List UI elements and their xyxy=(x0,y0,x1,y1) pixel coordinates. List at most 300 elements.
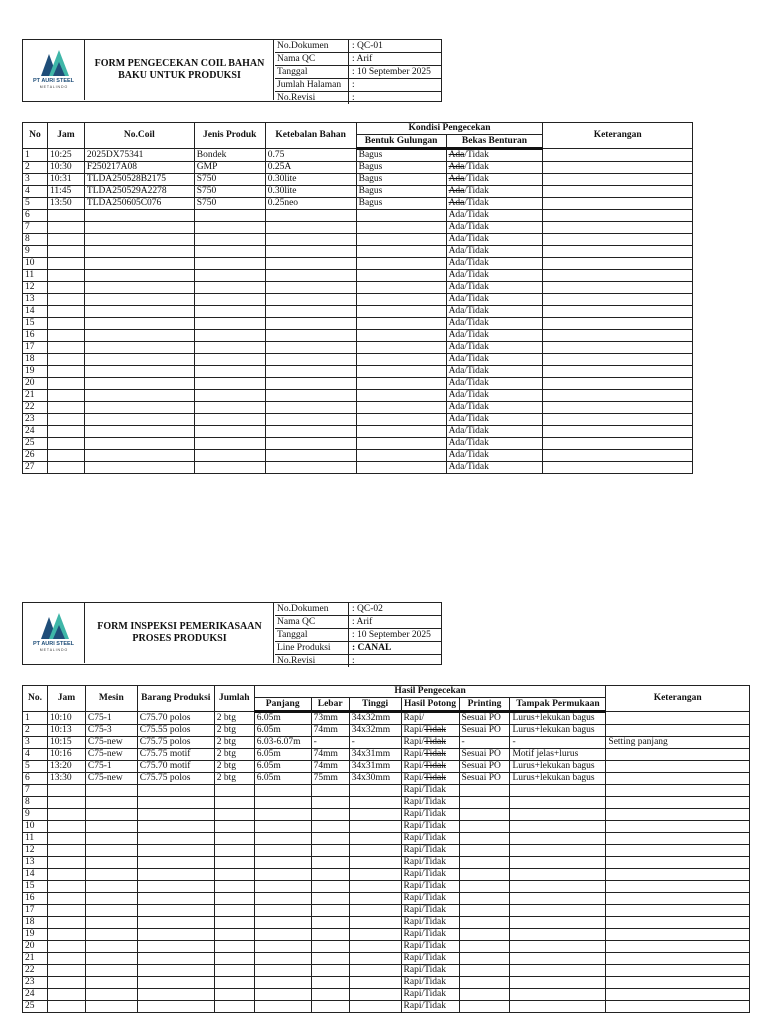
cell-lebar xyxy=(311,797,349,809)
cell-ket xyxy=(543,198,693,210)
cell-tebal xyxy=(265,318,356,330)
table-row xyxy=(23,354,693,366)
cell-potong xyxy=(401,761,459,773)
table-row xyxy=(23,893,750,905)
cell-jam xyxy=(47,989,85,1001)
col-coil: No.Coil xyxy=(84,123,194,149)
cell-tebal xyxy=(265,462,356,474)
cell-ket xyxy=(606,989,750,1001)
table-row xyxy=(23,941,750,953)
cell-jumlah xyxy=(214,797,254,809)
option-rest: Rapi/ xyxy=(403,761,425,771)
cell-tinggi: - xyxy=(349,737,401,749)
cell-jam xyxy=(47,222,84,234)
col-tinggi: Tinggi xyxy=(349,698,401,712)
cell-panjang: 6.05m xyxy=(254,712,311,725)
meta-value: : Arif xyxy=(352,617,373,627)
cell-tampak xyxy=(510,953,606,965)
cell-tinggi xyxy=(349,917,401,929)
cell-ket xyxy=(606,749,750,761)
cell-coil xyxy=(84,318,194,330)
cell-tebal xyxy=(265,282,356,294)
cell-bentuk xyxy=(356,366,446,378)
table-row xyxy=(23,725,750,737)
cell-tebal xyxy=(265,210,356,222)
cell-jumlah: 2 btg xyxy=(214,761,254,773)
table-row xyxy=(23,222,693,234)
table-row xyxy=(23,318,693,330)
cell-ket xyxy=(606,725,750,737)
cell-jam xyxy=(47,402,84,414)
cell-no: 16 xyxy=(23,330,48,342)
cell-mesin: C75-new xyxy=(85,749,137,761)
cell-no: 9 xyxy=(23,246,48,258)
cell-tampak xyxy=(510,785,606,797)
col-hasil: Hasil Pengecekan xyxy=(254,686,606,698)
cell-jam xyxy=(47,845,85,857)
cell-tinggi xyxy=(349,797,401,809)
cell-no: 25 xyxy=(23,438,48,450)
cell-coil xyxy=(84,378,194,390)
cell-barang xyxy=(137,953,214,965)
cell-ket xyxy=(606,833,750,845)
cell-potong: Rapi/Tidak xyxy=(401,917,459,929)
cell-jam xyxy=(47,258,84,270)
cell-tinggi xyxy=(349,953,401,965)
cell-coil: TLDA250529A2278 xyxy=(84,186,194,198)
cell-barang xyxy=(137,797,214,809)
cell-lebar xyxy=(311,785,349,797)
table-row xyxy=(23,402,693,414)
col-barang: Barang Produksi xyxy=(137,686,214,712)
cell-jenis: GMP xyxy=(194,162,265,174)
cell-jam xyxy=(47,282,84,294)
cell-tebal xyxy=(265,426,356,438)
cell-tinggi xyxy=(349,821,401,833)
cell-no: 21 xyxy=(23,390,48,402)
cell-tampak: Lurus+lekukan bagus xyxy=(510,761,606,773)
cell-potong xyxy=(401,773,459,785)
cell-jam xyxy=(47,821,85,833)
col-panjang: Panjang xyxy=(254,698,311,712)
meta-label: No.Revisi xyxy=(275,92,349,104)
cell-jam xyxy=(47,270,84,282)
cell-benturan: Ada/Tidak xyxy=(446,234,543,246)
col-kondisi: Kondisi Pengecekan xyxy=(356,123,543,135)
table-row xyxy=(23,450,693,462)
cell-tinggi xyxy=(349,941,401,953)
cell-bentuk: Bagus xyxy=(356,198,446,210)
cell-jam xyxy=(47,833,85,845)
meta-value: : xyxy=(352,80,355,90)
cell-no: 18 xyxy=(23,354,48,366)
cell-jam xyxy=(47,893,85,905)
cell-panjang xyxy=(254,977,311,989)
cell-ket xyxy=(543,186,693,198)
company-logo xyxy=(23,40,85,100)
cell-no: 11 xyxy=(23,270,48,282)
option-rest: /Tidak xyxy=(464,150,489,160)
table-row xyxy=(23,414,693,426)
cell-panjang xyxy=(254,797,311,809)
cell-mesin xyxy=(85,953,137,965)
cell-no: 1 xyxy=(23,712,48,725)
cell-jam xyxy=(47,965,85,977)
cell-potong xyxy=(401,737,459,749)
cell-potong xyxy=(401,725,459,737)
cell-tebal: 0.30lite xyxy=(265,174,356,186)
struck-option: Tidak xyxy=(424,761,446,771)
cell-lebar: 73mm xyxy=(311,712,349,725)
cell-tampak: Lurus+lekukan bagus xyxy=(510,725,606,737)
cell-tampak xyxy=(510,809,606,821)
table-row xyxy=(23,809,750,821)
cell-bentuk: Bagus xyxy=(356,149,446,162)
cell-tebal xyxy=(265,402,356,414)
cell-printing xyxy=(459,905,510,917)
cell-lebar xyxy=(311,821,349,833)
cell-no: 14 xyxy=(23,306,48,318)
cell-benturan: Ada/Tidak xyxy=(446,402,543,414)
table-row xyxy=(23,366,693,378)
cell-tinggi xyxy=(349,905,401,917)
cell-tampak xyxy=(510,857,606,869)
cell-jumlah: 2 btg xyxy=(214,773,254,785)
table-row xyxy=(23,712,750,725)
cell-potong: Rapi/Tidak xyxy=(401,845,459,857)
cell-jumlah xyxy=(214,881,254,893)
cell-coil xyxy=(84,414,194,426)
cell-barang xyxy=(137,785,214,797)
form1-header xyxy=(22,39,442,102)
cell-panjang xyxy=(254,893,311,905)
option-rest: Rapi/ xyxy=(403,725,425,735)
cell-ket xyxy=(606,917,750,929)
cell-ket xyxy=(606,881,750,893)
cell-jenis xyxy=(194,450,265,462)
cell-lebar xyxy=(311,845,349,857)
cell-jenis xyxy=(194,210,265,222)
cell-jenis xyxy=(194,378,265,390)
cell-no: 23 xyxy=(23,414,48,426)
cell-barang xyxy=(137,809,214,821)
struck-option: Tidak xyxy=(424,737,446,747)
cell-printing: Sesuai PO xyxy=(459,773,510,785)
cell-lebar xyxy=(311,989,349,1001)
cell-jumlah xyxy=(214,917,254,929)
cell-jumlah xyxy=(214,965,254,977)
table-row xyxy=(23,162,693,174)
cell-ket xyxy=(543,342,693,354)
cell-jenis: S750 xyxy=(194,174,265,186)
struck-option: Ada xyxy=(448,198,465,208)
cell-mesin xyxy=(85,869,137,881)
cell-benturan: Ada/Tidak xyxy=(446,282,543,294)
cell-coil: F250217A08 xyxy=(84,162,194,174)
cell-ket xyxy=(543,462,693,474)
table-row xyxy=(23,953,750,965)
cell-no: 24 xyxy=(23,426,48,438)
cell-lebar xyxy=(311,917,349,929)
cell-tampak xyxy=(510,905,606,917)
cell-jam xyxy=(47,809,85,821)
cell-tampak xyxy=(510,797,606,809)
cell-coil xyxy=(84,222,194,234)
cell-potong: Rapi/Tidak xyxy=(401,977,459,989)
cell-benturan: Ada/Tidak xyxy=(446,462,543,474)
cell-potong: Rapi/Tidak xyxy=(401,809,459,821)
cell-bentuk xyxy=(356,282,446,294)
cell-tinggi xyxy=(349,785,401,797)
cell-jenis: Bondek xyxy=(194,149,265,162)
cell-jenis xyxy=(194,426,265,438)
cell-panjang xyxy=(254,809,311,821)
cell-barang xyxy=(137,869,214,881)
option-rest: /Tidak xyxy=(464,186,489,196)
cell-jam xyxy=(47,917,85,929)
cell-bentuk xyxy=(356,306,446,318)
cell-jam xyxy=(47,450,84,462)
cell-jam xyxy=(47,390,84,402)
cell-ket xyxy=(606,965,750,977)
cell-barang xyxy=(137,905,214,917)
cell-tampak xyxy=(510,977,606,989)
cell-no: 12 xyxy=(23,845,48,857)
cell-coil xyxy=(84,354,194,366)
cell-mesin: C75-1 xyxy=(85,761,137,773)
col-tebal: Ketebalan Bahan xyxy=(265,123,356,149)
meta-row xyxy=(275,79,441,92)
cell-jam xyxy=(47,354,84,366)
meta-label: No.Revisi xyxy=(275,655,349,667)
cell-jumlah xyxy=(214,1001,254,1013)
cell-coil xyxy=(84,426,194,438)
cell-tinggi: 34x30mm xyxy=(349,773,401,785)
cell-tebal xyxy=(265,342,356,354)
col-mesin: Mesin xyxy=(85,686,137,712)
cell-ket: Setting panjang xyxy=(606,737,750,749)
cell-jumlah xyxy=(214,845,254,857)
cell-printing xyxy=(459,917,510,929)
cell-jam xyxy=(47,869,85,881)
table-row xyxy=(23,282,693,294)
cell-ket xyxy=(543,390,693,402)
cell-tebal xyxy=(265,306,356,318)
cell-ket xyxy=(606,761,750,773)
cell-benturan: Ada/Tidak xyxy=(446,426,543,438)
struck-option: Tidak xyxy=(424,725,446,735)
cell-tampak xyxy=(510,1001,606,1013)
cell-benturan: Ada/Tidak xyxy=(446,438,543,450)
col-benturan: Bekas Benturan xyxy=(446,135,543,149)
cell-no: 19 xyxy=(23,929,48,941)
cell-tampak xyxy=(510,941,606,953)
meta-label: Tanggal xyxy=(275,66,349,78)
cell-barang: C75.55 polos xyxy=(137,725,214,737)
cell-bentuk xyxy=(356,330,446,342)
cell-panjang xyxy=(254,1001,311,1013)
table-row xyxy=(23,881,750,893)
cell-printing: Sesuai PO xyxy=(459,725,510,737)
cell-coil xyxy=(84,330,194,342)
cell-jam xyxy=(47,797,85,809)
cell-ket xyxy=(606,929,750,941)
cell-panjang xyxy=(254,989,311,1001)
table-row xyxy=(23,857,750,869)
cell-jam xyxy=(47,330,84,342)
cell-tampak xyxy=(510,869,606,881)
cell-tebal: 0.30lite xyxy=(265,186,356,198)
table-row xyxy=(23,965,750,977)
table-row xyxy=(23,246,693,258)
cell-ket xyxy=(543,402,693,414)
cell-jenis: S750 xyxy=(194,186,265,198)
cell-benturan: Ada/Tidak xyxy=(446,330,543,342)
cell-lebar xyxy=(311,857,349,869)
cell-ket xyxy=(543,330,693,342)
cell-ket xyxy=(543,149,693,162)
cell-ket xyxy=(543,450,693,462)
cell-benturan: Ada/Tidak xyxy=(446,342,543,354)
cell-printing xyxy=(459,797,510,809)
cell-jumlah xyxy=(214,869,254,881)
option-rest: /Tidak xyxy=(464,174,489,184)
cell-bentuk xyxy=(356,270,446,282)
cell-bentuk xyxy=(356,462,446,474)
cell-printing xyxy=(459,953,510,965)
meta-value: : xyxy=(352,93,355,103)
cell-jenis xyxy=(194,258,265,270)
cell-panjang xyxy=(254,881,311,893)
cell-jam xyxy=(47,905,85,917)
cell-ket xyxy=(543,162,693,174)
form2-header xyxy=(22,602,442,665)
cell-jam xyxy=(47,414,84,426)
cell-jam xyxy=(47,953,85,965)
cell-ket xyxy=(543,426,693,438)
col-ket: Keterangan xyxy=(606,686,750,712)
cell-ket xyxy=(543,306,693,318)
cell-jam: 10:15 xyxy=(47,737,85,749)
table-row xyxy=(23,198,693,210)
cell-mesin xyxy=(85,845,137,857)
cell-jumlah xyxy=(214,989,254,1001)
cell-ket xyxy=(543,318,693,330)
cell-jenis xyxy=(194,354,265,366)
cell-no: 13 xyxy=(23,294,48,306)
meta-value: : QC-02 xyxy=(352,604,383,614)
cell-panjang: 6.05m xyxy=(254,773,311,785)
cell-bentuk xyxy=(356,378,446,390)
table-row xyxy=(23,977,750,989)
cell-tinggi xyxy=(349,845,401,857)
cell-barang xyxy=(137,1001,214,1013)
meta-value: : CANAL xyxy=(352,643,392,653)
cell-ket xyxy=(543,378,693,390)
cell-printing xyxy=(459,989,510,1001)
cell-printing xyxy=(459,785,510,797)
cell-mesin: C75-new xyxy=(85,773,137,785)
cell-printing xyxy=(459,977,510,989)
cell-printing xyxy=(459,833,510,845)
cell-barang xyxy=(137,965,214,977)
table-row xyxy=(23,426,693,438)
cell-benturan: Ada/Tidak xyxy=(446,450,543,462)
cell-jumlah xyxy=(214,977,254,989)
cell-tinggi: 34x32mm xyxy=(349,712,401,725)
cell-no: 5 xyxy=(23,198,48,210)
cell-barang: C75.70 polos xyxy=(137,712,214,725)
cell-mesin xyxy=(85,821,137,833)
cell-tampak: - xyxy=(510,737,606,749)
cell-jumlah xyxy=(214,833,254,845)
cell-no: 15 xyxy=(23,318,48,330)
table-row xyxy=(23,342,693,354)
cell-coil xyxy=(84,270,194,282)
cell-benturan: Ada/Tidak xyxy=(446,306,543,318)
cell-no: 3 xyxy=(23,174,48,186)
cell-bentuk: Bagus xyxy=(356,186,446,198)
meta-label: No.Dokumen xyxy=(275,603,349,615)
option-rest: /Tidak xyxy=(464,162,489,172)
cell-no: 23 xyxy=(23,977,48,989)
cell-panjang: 6.05m xyxy=(254,749,311,761)
cell-tebal xyxy=(265,270,356,282)
cell-no: 6 xyxy=(23,210,48,222)
cell-bentuk xyxy=(356,294,446,306)
logo-subtext: M E T A L I N D O xyxy=(39,85,68,89)
cell-ket xyxy=(543,282,693,294)
production-inspection-table xyxy=(22,685,750,1013)
table-row xyxy=(23,306,693,318)
cell-bentuk xyxy=(356,342,446,354)
cell-tampak xyxy=(510,881,606,893)
form2-meta xyxy=(275,603,441,667)
logo-subtext: M E T A L I N D O xyxy=(39,648,68,652)
cell-jam: 11:45 xyxy=(47,186,84,198)
cell-bentuk: Bagus xyxy=(356,162,446,174)
cell-tinggi: 34x31mm xyxy=(349,761,401,773)
cell-ket xyxy=(606,712,750,725)
cell-benturan: Ada/Tidak xyxy=(446,210,543,222)
cell-bentuk xyxy=(356,258,446,270)
cell-ket xyxy=(606,941,750,953)
meta-label: Tanggal xyxy=(275,629,349,641)
cell-lebar xyxy=(311,1001,349,1013)
cell-no: 9 xyxy=(23,809,48,821)
cell-tebal xyxy=(265,258,356,270)
cell-jam: 13:20 xyxy=(47,761,85,773)
cell-barang xyxy=(137,893,214,905)
cell-coil xyxy=(84,402,194,414)
cell-lebar xyxy=(311,905,349,917)
cell-jenis xyxy=(194,294,265,306)
cell-ket xyxy=(606,809,750,821)
table-row xyxy=(23,270,693,282)
cell-potong: Rapi/Tidak xyxy=(401,953,459,965)
cell-potong: Rapi/Tidak xyxy=(401,893,459,905)
cell-barang: C75.75 polos xyxy=(137,737,214,749)
cell-jam xyxy=(47,941,85,953)
cell-benturan: Ada/Tidak xyxy=(446,258,543,270)
cell-coil: 2025DX75341 xyxy=(84,149,194,162)
cell-tinggi xyxy=(349,869,401,881)
cell-ket xyxy=(606,785,750,797)
meta-row xyxy=(275,92,441,104)
cell-lebar xyxy=(311,809,349,821)
cell-jam xyxy=(47,246,84,258)
cell-mesin xyxy=(85,1001,137,1013)
